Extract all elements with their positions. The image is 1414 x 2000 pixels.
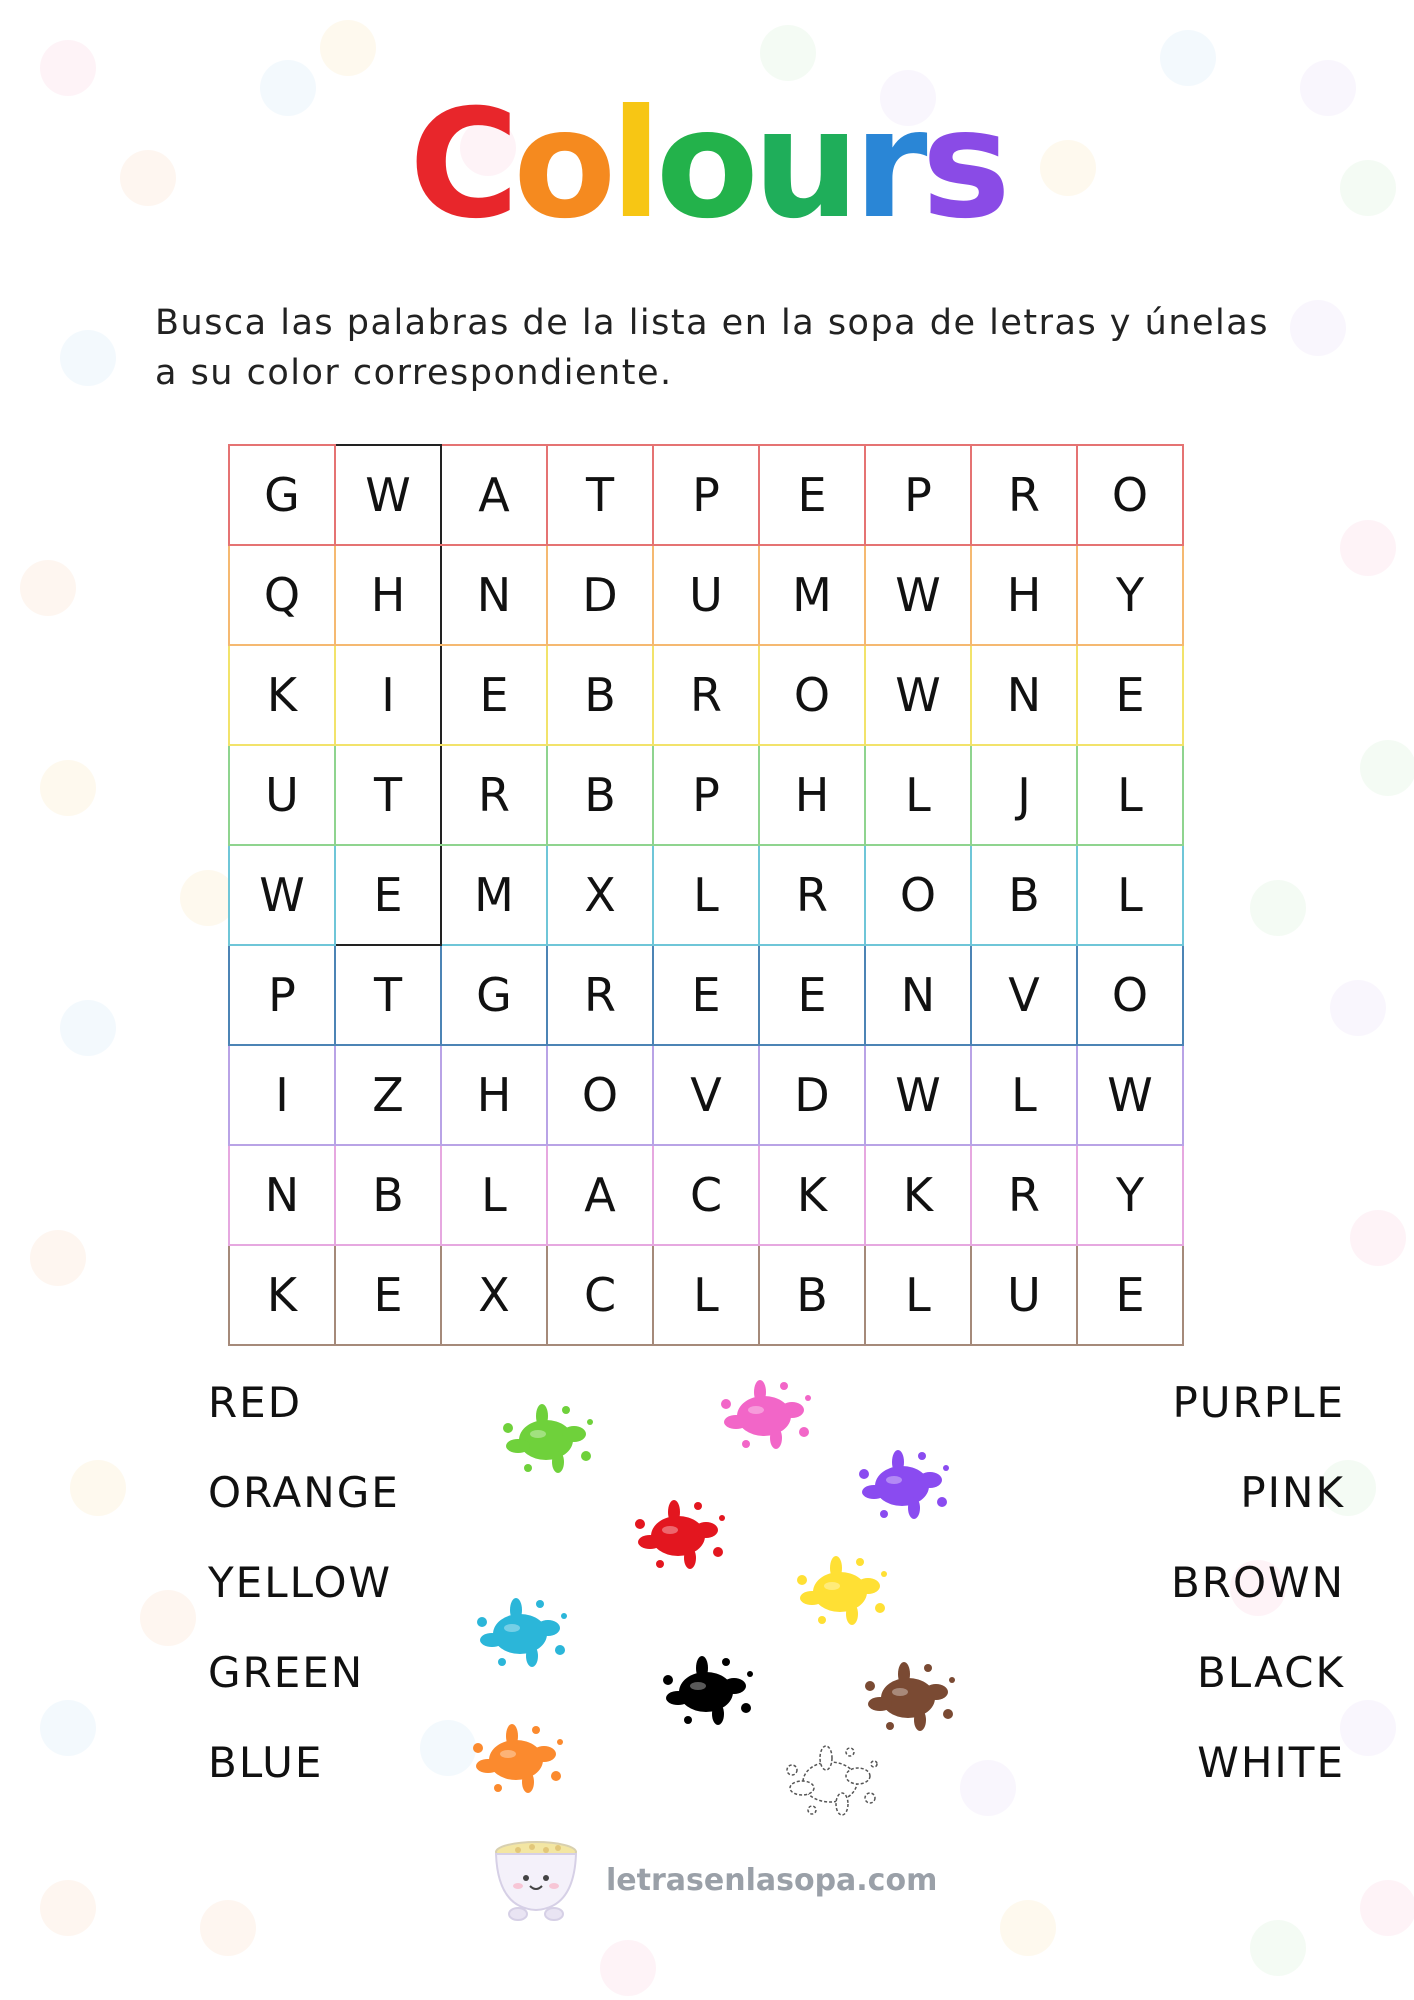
- title-letter: C: [409, 78, 514, 252]
- word-white: WHITE: [1197, 1738, 1345, 1787]
- grid-cell: V: [653, 1045, 759, 1145]
- grid-cell: O: [865, 845, 971, 945]
- grid-row: [229, 545, 1183, 645]
- red-splat-icon: [628, 1494, 728, 1574]
- grid-cell: O: [1077, 945, 1183, 1045]
- title-letter: u: [752, 78, 854, 252]
- grid-cell: N: [229, 1145, 335, 1245]
- grid-cell: K: [865, 1145, 971, 1245]
- grid-cell: E: [759, 945, 865, 1045]
- grid-cell: P: [229, 945, 335, 1045]
- grid-row: [229, 1045, 1183, 1145]
- grid-row: [229, 745, 1183, 845]
- grid-cell: D: [759, 1045, 865, 1145]
- grid-cell: A: [547, 1145, 653, 1245]
- grid-cell: N: [865, 945, 971, 1045]
- grid-cell: I: [229, 1045, 335, 1145]
- grid-cell: L: [971, 1045, 1077, 1145]
- background-dot: [1360, 740, 1414, 796]
- grid-row: [229, 1145, 1183, 1245]
- background-dot: [1340, 1700, 1396, 1756]
- grid-cell: T: [335, 945, 441, 1045]
- background-dot: [40, 760, 96, 816]
- grid-cell: O: [1077, 445, 1183, 545]
- grid-cell: P: [653, 445, 759, 545]
- title-letter: s: [921, 78, 1005, 252]
- grid-cell: B: [547, 645, 653, 745]
- word-brown: BROWN: [1170, 1558, 1345, 1607]
- grid-cell: U: [229, 745, 335, 845]
- grid-row: [229, 945, 1183, 1045]
- grid-cell: N: [971, 645, 1077, 745]
- grid-row: [229, 445, 1183, 545]
- background-dot: [760, 25, 816, 81]
- grid-cell: V: [971, 945, 1077, 1045]
- grid-cell: N: [441, 545, 547, 645]
- grid-cell: W: [1077, 1045, 1183, 1145]
- grid-cell: G: [441, 945, 547, 1045]
- grid-cell: I: [335, 645, 441, 745]
- grid-cell: X: [547, 845, 653, 945]
- grid-cell: E: [335, 1245, 441, 1345]
- grid-cell: M: [759, 545, 865, 645]
- grid-cell: T: [547, 445, 653, 545]
- background-dot: [200, 1900, 256, 1956]
- grid-cell: L: [441, 1145, 547, 1245]
- blue-splat-icon: [470, 1592, 570, 1672]
- black-splat-icon: [656, 1650, 756, 1730]
- grid-cell: L: [1077, 745, 1183, 845]
- grid-cell: H: [441, 1045, 547, 1145]
- grid-row: [229, 645, 1183, 745]
- yellow-splat-icon: [790, 1550, 890, 1630]
- grid-cell: B: [971, 845, 1077, 945]
- page-title: [0, 78, 1414, 252]
- grid-cell: R: [971, 1145, 1077, 1245]
- grid-cell: M: [441, 845, 547, 945]
- title-letter: l: [610, 78, 656, 252]
- grid-cell: E: [1077, 645, 1183, 745]
- grid-cell: H: [759, 745, 865, 845]
- footer: [488, 1838, 937, 1922]
- grid-cell: W: [229, 845, 335, 945]
- background-dot: [1330, 980, 1386, 1036]
- grid-cell: A: [441, 445, 547, 545]
- grid-cell: T: [335, 745, 441, 845]
- background-dot: [960, 1760, 1016, 1816]
- grid-cell: L: [653, 845, 759, 945]
- grid-cell: R: [653, 645, 759, 745]
- grid-cell: O: [547, 1045, 653, 1145]
- grid-cell: E: [441, 645, 547, 745]
- grid-cell: C: [653, 1145, 759, 1245]
- background-dot: [320, 20, 376, 76]
- brown-splat-icon: [858, 1656, 958, 1736]
- grid-cell: K: [229, 645, 335, 745]
- title-letter: r: [853, 78, 922, 252]
- grid-cell: W: [865, 545, 971, 645]
- grid-cell: B: [547, 745, 653, 845]
- background-dot: [1250, 880, 1306, 936]
- grid-cell: K: [759, 1145, 865, 1245]
- background-dot: [30, 1230, 86, 1286]
- grid-cell: B: [759, 1245, 865, 1345]
- word-purple: PURPLE: [1172, 1378, 1345, 1427]
- grid-row: [229, 845, 1183, 945]
- grid-cell: O: [759, 645, 865, 745]
- background-dot: [70, 1460, 126, 1516]
- grid-cell: U: [971, 1245, 1077, 1345]
- grid-cell: U: [653, 545, 759, 645]
- grid-cell: R: [441, 745, 547, 845]
- grid-cell: L: [865, 745, 971, 845]
- word-pink: PINK: [1240, 1468, 1345, 1517]
- grid-cell: B: [335, 1145, 441, 1245]
- title-letter: o: [655, 78, 753, 252]
- grid-cell: H: [335, 545, 441, 645]
- grid-cell: R: [759, 845, 865, 945]
- background-dot: [1360, 1880, 1414, 1936]
- grid-cell: X: [441, 1245, 547, 1345]
- orange-splat-icon: [466, 1718, 566, 1798]
- grid-cell: L: [1077, 845, 1183, 945]
- grid-cell: Q: [229, 545, 335, 645]
- grid-cell: R: [971, 445, 1077, 545]
- background-dot: [140, 1590, 196, 1646]
- grid-cell: E: [759, 445, 865, 545]
- word-search-grid: [228, 444, 1184, 1346]
- title-letter: o: [513, 78, 611, 252]
- grid-cell: J: [971, 745, 1077, 845]
- grid-cell: C: [547, 1245, 653, 1345]
- background-dot: [1250, 1920, 1306, 1976]
- background-dot: [40, 40, 96, 96]
- grid-cell: P: [865, 445, 971, 545]
- grid-cell: R: [547, 945, 653, 1045]
- background-dot: [60, 1000, 116, 1056]
- grid-cell: D: [547, 545, 653, 645]
- grid-cell: K: [229, 1245, 335, 1345]
- grid-cell: E: [653, 945, 759, 1045]
- background-dot: [20, 560, 76, 616]
- grid-cell: Y: [1077, 545, 1183, 645]
- bowl-mascot-icon: [488, 1838, 584, 1922]
- grid-cell: Z: [335, 1045, 441, 1145]
- grid-row: [229, 1245, 1183, 1345]
- background-dot: [1290, 300, 1346, 356]
- grid-cell: P: [653, 745, 759, 845]
- pink-splat-icon: [714, 1374, 814, 1454]
- grid-cell: H: [971, 545, 1077, 645]
- word-orange: ORANGE: [208, 1468, 400, 1517]
- grid-cell: E: [335, 845, 441, 945]
- background-dot: [1000, 1900, 1056, 1956]
- background-dot: [1340, 520, 1396, 576]
- grid-cell: L: [653, 1245, 759, 1345]
- grid-cell: E: [1077, 1245, 1183, 1345]
- grid-cell: G: [229, 445, 335, 545]
- white-splat-icon: [780, 1740, 880, 1820]
- word-yellow: YELLOW: [208, 1558, 393, 1607]
- green-splat-icon: [496, 1398, 596, 1478]
- background-dot: [1160, 30, 1216, 86]
- background-dot: [40, 1700, 96, 1756]
- word-green: GREEN: [208, 1648, 365, 1697]
- grid-cell: W: [865, 1045, 971, 1145]
- grid-cell: W: [335, 445, 441, 545]
- site-url: letrasenlasopa.com: [606, 1862, 938, 1898]
- grid-cell: Y: [1077, 1145, 1183, 1245]
- background-dot: [600, 1940, 656, 1996]
- instructions-text: Busca las palabras de la lista en la sopa de letras y únelas a su color correspondiente.: [155, 303, 1269, 393]
- background-dot: [60, 330, 116, 386]
- word-red: RED: [208, 1378, 303, 1427]
- grid-cell: W: [865, 645, 971, 745]
- grid-cell: L: [865, 1245, 971, 1345]
- background-dot: [1350, 1210, 1406, 1266]
- word-blue: BLUE: [208, 1738, 324, 1787]
- purple-splat-icon: [852, 1444, 952, 1524]
- background-dot: [40, 1880, 96, 1936]
- word-black: BLACK: [1196, 1648, 1345, 1697]
